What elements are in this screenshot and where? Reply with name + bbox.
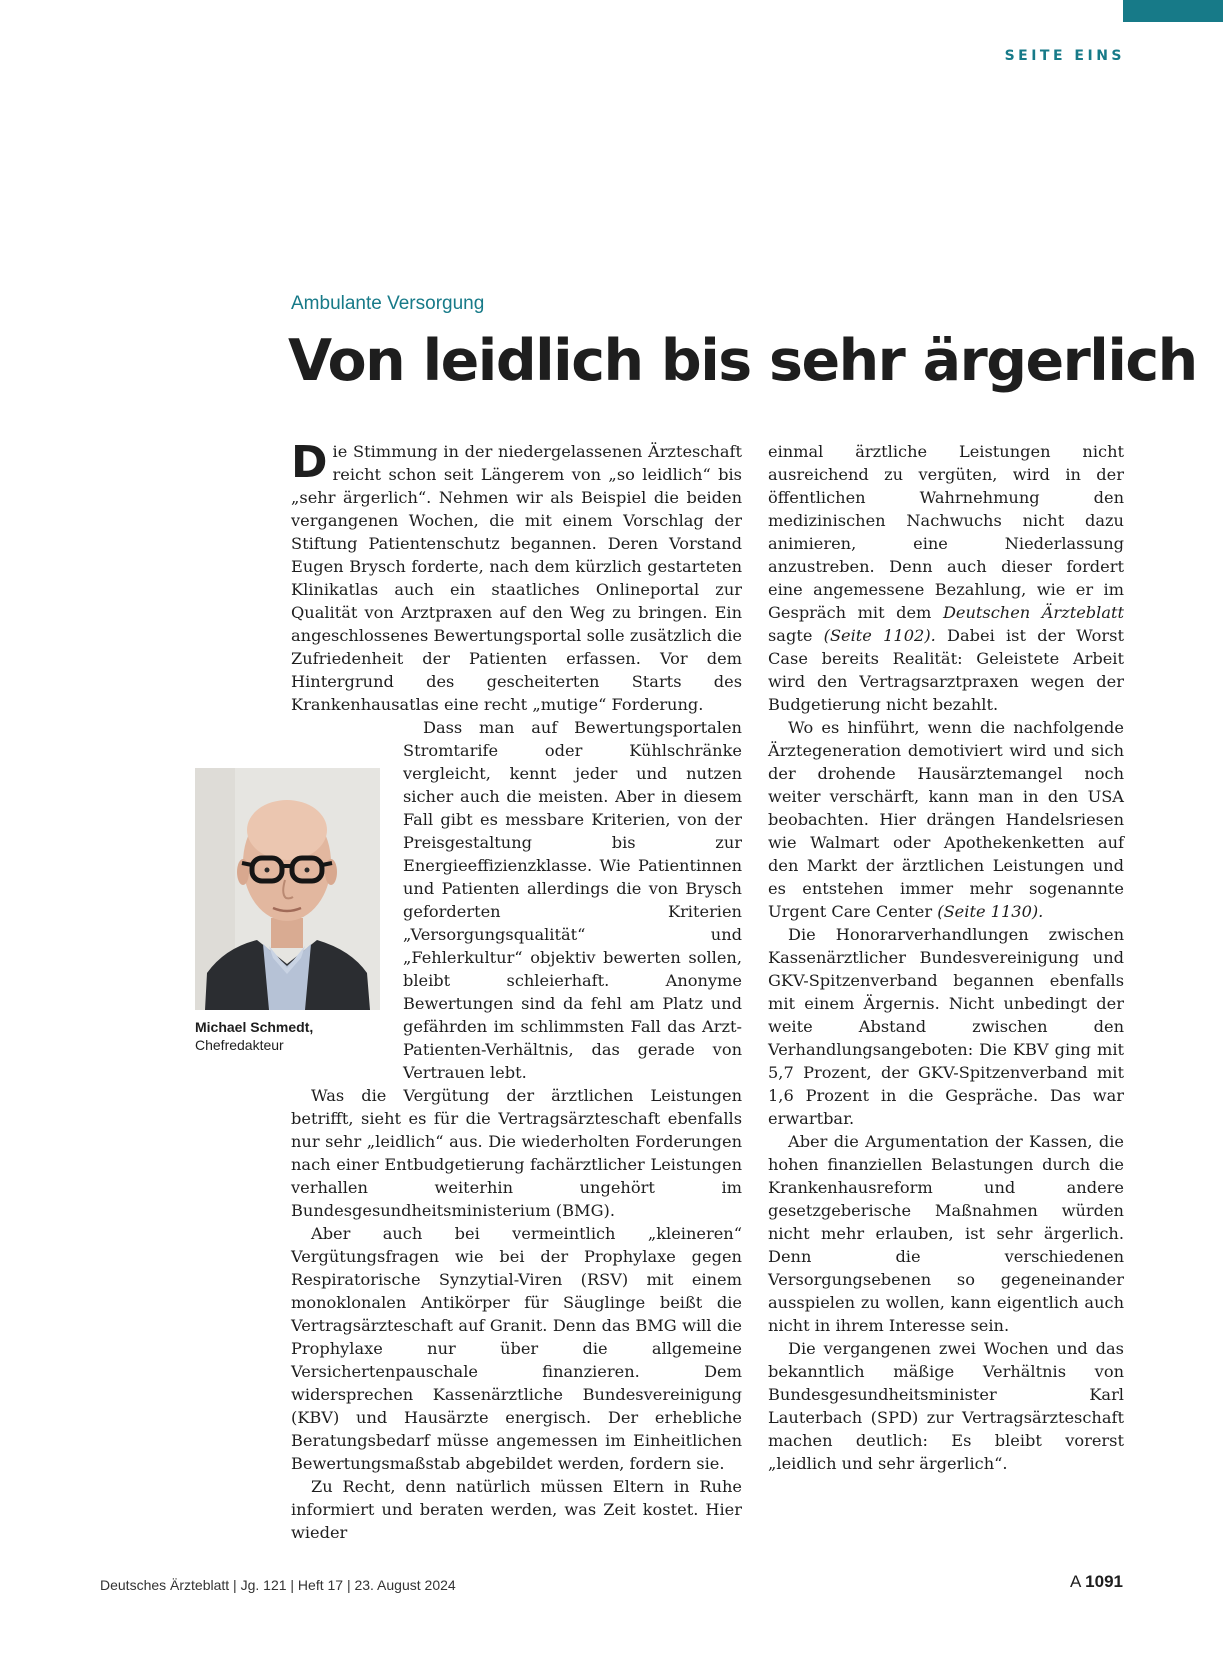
- paragraph-9: Aber die Argumentation der Kassen, die hohen finanziellen Belastungen durch die Krankenhausreform und andere gesetzgeberische Maßnahmen würden nicht mehr erlauben, ist sehr ärgerlich. Denn die verschiedenen Versorgungsebenen so gegeneinander ausspielen zu wollen, kann eigentlich auch nicht in ihrem Interesse sein.: [768, 1132, 1124, 1335]
- journal-name: Deutschen Ärzteblatt: [942, 603, 1124, 622]
- page-reference: (Seite 1102).: [823, 626, 936, 645]
- paragraph-5: Zu Recht, denn natürlich müssen Eltern in Ruhe informiert und beraten werden, was Zeit kostet. Hier wieder: [291, 1477, 742, 1542]
- article-kicker: Ambulante Versorgung: [291, 293, 485, 314]
- paragraph-3: Was die Vergütung der ärztlichen Leistungen betrifft, sieht es für die Vertragsärzteschaft ebenfalls nur sehr „leidlich“ aus. Die wiederholten Forderungen nach einer Entbudgetierung fachärztlicher Leistungen verhallen weiterhin ungehört im Bundesgesundheitsministerium (BMG).: [291, 1086, 742, 1220]
- header-accent-bar: [1123, 0, 1223, 22]
- footer-page-number: [1070, 1572, 1123, 1592]
- author-caption: [195, 1018, 313, 1054]
- footer-citation: Deutsches Ärzteblatt | Jg. 121 | Heft 17 | 23. August 2024: [100, 1577, 456, 1593]
- page-prefix: A: [1070, 1572, 1081, 1591]
- author-photo: [195, 768, 380, 1010]
- dropcap: D: [291, 437, 328, 488]
- author-portrait-illustration: [195, 768, 380, 1010]
- paragraph-10: Die vergangenen zwei Wochen und das bekanntlich mäßige Verhältnis von Bundesgesundheitsminister Karl Lauterbach (SPD) zur Vertragsärzteschaft machen deutlich: Es bleibt vorerst „leidlich und sehr ärgerlich“.: [768, 1339, 1124, 1473]
- article-title: Von leidlich bis sehr ärgerlich: [288, 328, 1197, 394]
- paragraph-6: einmal ärztliche Leistungen nicht ausreichend zu vergüten, wird in der öffentlichen Wahrnehmung den medizinischen Nachwuchs nicht dazu animieren, eine Niederlassung anzustreben. Denn auch dieser fordert eine angemessene Bezahlung, wie er im Gespräch mit dem Deutschen Ärzteblatt sagte (Seite 1102). Dabei ist der Worst Case bereits Realität: Geleistete Arbeit wird den Vertragsarztpraxen wegen der Budgetierung nicht bezahlt.: [768, 442, 1124, 714]
- paragraph-7: Wo es hinführt, wenn die nachfolgende Ärztegeneration demotiviert wird und sich der drohende Hausärztemangel noch weiter verschärft, kann man in den USA beobachten. Hier drängen Handelsriesen wie Walmart oder Apothekenketten auf den Markt der ärztlichen Leistungen und es entstehen immer mehr sogenannte Urgent Care Center (Seite 1130).: [768, 718, 1124, 921]
- author-role: Chefredakteur: [195, 1037, 284, 1053]
- author-name: Michael Schmedt,: [195, 1019, 314, 1035]
- page-number: 1091: [1085, 1572, 1123, 1591]
- page-reference: (Seite 1130).: [937, 902, 1044, 921]
- section-label: SEITE EINS: [1004, 48, 1125, 64]
- paragraph-4: Aber auch bei vermeintlich „kleineren“ Vergütungsfragen wie bei der Prophylaxe gegen Respiratorische Synzytial-Viren (RSV) mit einem monoklonalen Antikörper für Säuglinge beißt die Vertragsärzteschaft auf Granit. Denn das BMG will die Prophylaxe nur über die allgemeine Versichertenpauschale finanzieren. Dem widersprechen Kassenärztliche Bundesvereinigung (KBV) und Hausärzte energisch. Der erhebliche Beratungsbedarf müsse angemessen im Einheitlichen Bewertungsmaßstab abgebildet werden, fordern sie.: [291, 1224, 742, 1473]
- paragraph-8: Die Honorarverhandlungen zwischen Kassenärztlicher Bundesvereinigung und GKV-Spitzenverband begannen ebenfalls mit einem Ärgernis. Nicht unbedingt der weite Abstand zwischen den Verhandlungsangeboten: Die KBV ging mit 5,7 Prozent, der GKV-Spitzenverband mit 1,6 Prozent in die Gespräche. Das war erwartbar.: [768, 925, 1124, 1128]
- paragraph-2: Dass man auf Bewertungsportalen Stromtarife oder Kühlschränke vergleicht, kennt jeder und nutzen sicher auch die meisten. Aber in diesem Fall gibt es messbare Kriterien, von der Preisgestaltung bis zur Energieeffizienzklasse. Wie Patientinnen und Patienten allerdings die von Brysch geforderten Kriterien „Versorgungsqualität“ und „Fehlerkultur“ objektiv bewerten sollen, bleibt schleierhaft. Anonyme Bewertungen sind da fehl am Platz und gefährden im schlimmsten Fall das Arzt-Patienten-Verhältnis, das gerade von Vertrauen lebt.: [403, 718, 742, 1082]
- article-column-right: [768, 440, 1124, 1475]
- paragraph-1: Die Stimmung in der niedergelassenen Ärzteschaft reicht schon seit Längerem von „so leidlich“ bis „sehr ärgerlich“. Nehmen wir als Beispiel die beiden vergangenen Wochen, die mit einem Vorschlag der Stiftung Patientenschutz begannen. Deren Vorstand Eugen Brysch forderte, nach dem kürzlich gestarteten Klinikatlas auch ein staatliches Onlineportal zur Qualität von Arztpraxen auf den Weg zu bringen. Ein angeschlossenes Bewertungsportal solle zusätzlich die Zufriedenheit der Patienten erfassen. Vor dem Hintergrund des gescheiterten Starts des Krankenhausatlas eine recht „mutige“ Forderung.: [291, 437, 742, 714]
